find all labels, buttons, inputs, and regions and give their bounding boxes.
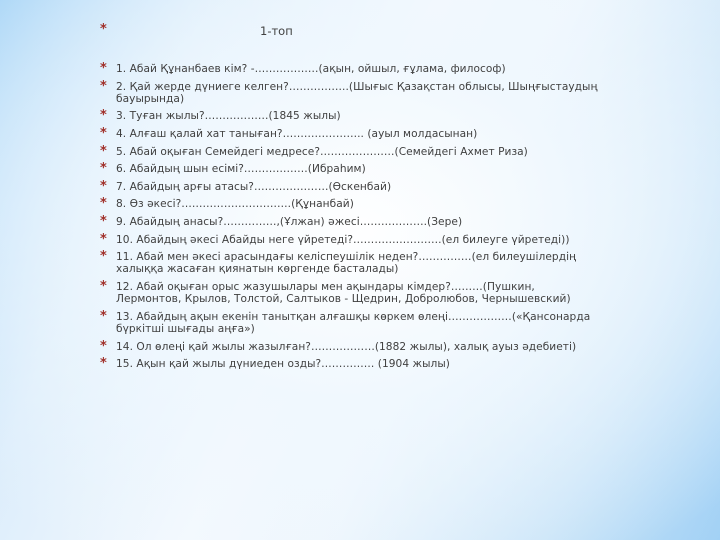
- item-text: 9. Абайдың анасы?……………,(Ұлжан) әжесі……………….(Зере): [116, 215, 463, 228]
- list-item: [100, 213, 600, 229]
- asterisk-bullet-icon: *: [100, 161, 107, 177]
- item-text: 1. Абай Құнанбаев кім? -………………(ақын, ойшыл, ғұлама, философ): [116, 63, 506, 75]
- list-item: [100, 178, 600, 194]
- item-text: 3. Туған жылы?………………(1845 жылы): [116, 110, 341, 123]
- asterisk-bullet-icon: *: [100, 278, 107, 294]
- list-item: [100, 231, 600, 247]
- asterisk-bullet-icon: *: [100, 249, 107, 265]
- asterisk-bullet-icon: *: [100, 108, 107, 124]
- asterisk-bullet-icon: *: [100, 308, 107, 324]
- asterisk-bullet-icon: *: [100, 61, 107, 76]
- asterisk-bullet-icon: *: [100, 231, 107, 247]
- item-text: 11. Абай мен әкесі арасындағы келіспеушілік неден?……………(ел билеушілердің халыққа жасаған қиянатын көргенде басталады): [116, 251, 577, 276]
- item-text: 13. Абайдың ақын екенін танытқан алғашқы көркем өлеңі………………(«Қансонарда бүркітші шығады аңға»): [116, 310, 591, 335]
- asterisk-bullet-icon: *: [100, 125, 107, 141]
- item-text: 5. Абай оқыған Семейдегі медресе?…………………(Семейдегі Ахмет Риза): [116, 145, 528, 158]
- asterisk-bullet-icon: *: [100, 196, 107, 212]
- asterisk-bullet-icon: *: [100, 143, 107, 159]
- asterisk-bullet-icon: *: [100, 78, 107, 94]
- list-item: [100, 338, 600, 354]
- item-text: 8. Өз әкесі?………………………….(Құнанбай): [116, 198, 354, 211]
- item-text: 4. Алғаш қалай хат таныған?………………….. (ауыл молдасынан): [116, 127, 478, 140]
- list-item: [100, 251, 600, 275]
- slide-title: 1-топ: [260, 24, 293, 38]
- item-text: 6. Абайдың шын есімі?………………(Ибраһим): [116, 163, 366, 176]
- asterisk-bullet-icon: *: [100, 22, 107, 37]
- list-item: [100, 198, 600, 210]
- item-text: 14. Ол өлеңі қай жылы жазылған?………………(1882 жылы), халық ауыз әдебиеті): [116, 340, 577, 353]
- list-item: [100, 163, 600, 175]
- asterisk-bullet-icon: *: [100, 178, 107, 194]
- list-item: [100, 78, 600, 105]
- title-row: [100, 22, 600, 42]
- item-text: 10. Абайдың әкесі Абайды неге үйретеді?…………………….(ел билеуге үйретеді)): [116, 233, 570, 246]
- item-text: 2. Қай жерде дүниеге келген?……………..(Шығыс Қазақстан облысы, Шыңғыстаудың бауырында): [116, 80, 598, 105]
- asterisk-bullet-icon: *: [100, 213, 107, 229]
- list-item: [100, 278, 600, 306]
- list-item: [100, 358, 600, 370]
- item-text: 12. Абай оқыған орыс жазушылары мен ақындары кімдер?………(Пушкин, Лермонтов, Крылов, Толстой, Салтыков - Щедрин, Добролюбов, Чернышевский): [116, 280, 571, 306]
- list-item: [100, 143, 600, 159]
- list-item: [100, 308, 600, 335]
- question-list: [100, 63, 600, 376]
- item-text: 7. Абайдың арғы атасы?…………………(Өскенбай): [116, 180, 392, 193]
- list-item: [100, 110, 600, 122]
- asterisk-bullet-icon: *: [100, 356, 107, 372]
- item-text: 15. Ақын қай жылы дүниеден озды?…………… (1904 жылы): [116, 358, 450, 371]
- list-item: [100, 63, 600, 75]
- list-item: [100, 125, 600, 141]
- asterisk-bullet-icon: *: [100, 338, 107, 354]
